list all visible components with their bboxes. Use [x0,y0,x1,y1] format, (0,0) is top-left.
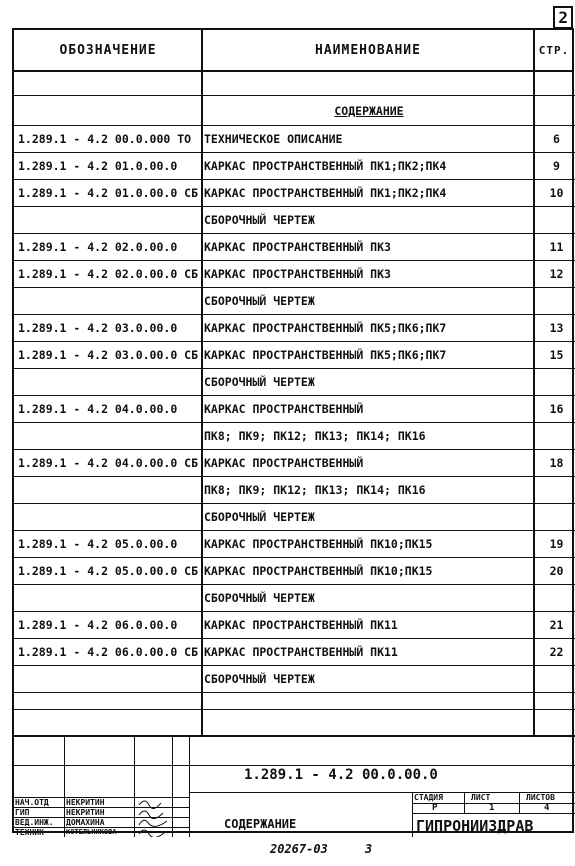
stage-label: СТАДИЯ [414,793,443,802]
row-page: 20 [549,564,564,578]
title-block [14,735,575,835]
staff-role: ТЕХНИК [15,828,44,837]
row-designation: 1.289.1 - 4.2 01.0.00.0 [18,159,178,173]
row-designation [18,666,198,692]
row-designation [18,369,198,395]
row-name: СБОРОЧНЫЙ ЧЕРТЕЖ [204,294,315,308]
row-name: ПК8; ПК9; ПК12; ПК13; ПК14; ПК16 [204,429,426,443]
row-name: КАРКАС ПРОСТРАНСТВЕННЫЙ ПК11 [204,645,398,659]
sheet-label: ЛИСТ [471,793,491,802]
row-designation: 1.289.1 - 4.2 04.0.00.0 [18,402,178,416]
table-row [14,477,575,504]
row-designation [18,423,198,449]
row-designation [18,288,198,314]
row-designation [18,504,198,530]
header-name: НАИМЕНОВАНИЕ [202,30,534,72]
row-page: 15 [549,348,564,362]
staff-name: НЕКРИТИН [66,798,105,807]
table-row [14,342,575,369]
table-row [14,423,575,450]
row-name: СБОРОЧНЫЙ ЧЕРТЕЖ [204,213,315,227]
staff-role: ВЕД.ИНЖ. [15,818,54,827]
row-page: 10 [549,186,564,200]
row-page: 12 [549,267,564,281]
row-page: 13 [549,321,564,335]
row-page [539,666,574,692]
row-designation: 1.289.1 - 4.2 05.0.00.0 [18,537,178,551]
row-page [539,288,574,314]
sheets-label: ЛИСТОВ [526,793,555,802]
row-page [539,477,574,503]
row-page: 16 [549,402,564,416]
row-designation: 1.289.1 - 4.2 05.0.00.0 СБ [18,564,198,578]
row-name: ПК8; ПК9; ПК12; ПК13; ПК14; ПК16 [204,483,426,497]
table-row [14,315,575,342]
table-row [14,450,575,477]
row-name: КАРКАС ПРОСТРАНСТВЕННЫЙ ПК11 [204,618,398,632]
archive-number: 20267-03 [270,842,328,856]
header-designation: ОБОЗНАЧЕНИЕ [14,30,202,72]
table-row [14,666,575,693]
table-row [14,531,575,558]
staff-role: НАЧ.ОТД [15,798,49,807]
row-name: КАРКАС ПРОСТРАНСТВЕННЫЙ ПК3 [204,240,391,254]
sheets-value: 4 [544,803,550,813]
row-name: КАРКАС ПРОСТРАНСТВЕННЫЙ [204,456,364,470]
row-designation [18,477,198,503]
row-page [539,369,574,395]
row-designation: 1.289.1 - 4.2 03.0.00.0 [18,321,178,335]
table-row [14,558,575,585]
row-page [539,207,574,233]
table-row [14,180,575,207]
document-title: СОДЕРЖАНИЕ [224,817,297,831]
header-page: СТР. [534,30,574,72]
empty-row [14,690,575,710]
row-name: КАРКАС ПРОСТРАНСТВЕННЫЙ ПК10;ПК15 [204,564,433,578]
staff-role: ГИП [15,808,30,817]
row-name: КАРКАС ПРОСТРАНСТВЕННЫЙ ПК5;ПК6;ПК7 [204,321,447,335]
signatures [136,797,172,837]
sheet-number: 2 [553,6,573,29]
table-row [14,612,575,639]
row-designation: 1.289.1 - 4.2 02.0.00.0 СБ [18,267,198,281]
row-designation: 1.289.1 - 4.2 02.0.00.0 [18,240,178,254]
empty-row [14,72,575,96]
row-page [539,423,574,449]
row-page: 22 [549,645,564,659]
table-row [14,234,575,261]
row-page: 19 [549,537,564,551]
row-name: КАРКАС ПРОСТРАНСТВЕННЫЙ [204,402,364,416]
staff-name: КОТЕЛЬНИКОВА [66,828,117,836]
row-name: КАРКАС ПРОСТРАНСТВЕННЫЙ ПК3 [204,267,391,281]
table-row [14,369,575,396]
row-name: СБОРОЧНЫЙ ЧЕРТЕЖ [204,375,315,389]
row-page: 18 [549,456,564,470]
row-designation [18,585,198,611]
table-row [14,288,575,315]
row-name: КАРКАС ПРОСТРАНСТВЕННЫЙ ПК10;ПК15 [204,537,433,551]
contents-table [12,28,574,837]
table-row [14,153,575,180]
contents-title-row [14,96,575,126]
row-name: СБОРОЧНЫЙ ЧЕРТЕЖ [204,591,315,605]
row-page: 11 [549,240,564,254]
row-designation: 1.289.1 - 4.2 04.0.00.0 СБ [18,456,198,470]
row-designation: 1.289.1 - 4.2 06.0.00.0 [18,618,178,632]
table-row [14,207,575,234]
row-name: ТЕХНИЧЕСКОЕ ОПИСАНИЕ [204,132,343,146]
row-page [539,504,574,530]
table-row [14,585,575,612]
row-name: КАРКАС ПРОСТРАНСТВЕННЫЙ ПК1;ПК2;ПК4 [204,159,447,173]
table-row [14,261,575,288]
row-page: 6 [553,132,560,146]
footer-page: 3 [365,842,373,856]
row-name: СБОРОЧНЫЙ ЧЕРТЕЖ [204,672,315,686]
organization: ГИПРОНИИЗДРАВ [416,817,534,835]
row-name: СБОРОЧНЫЙ ЧЕРТЕЖ [204,510,315,524]
table-row [14,396,575,423]
contents-title: СОДЕРЖАНИЕ [334,103,404,118]
row-page [539,585,574,611]
table-row [14,126,575,153]
row-name: КАРКАС ПРОСТРАНСТВЕННЫЙ ПК1;ПК2;ПК4 [204,186,447,200]
row-designation: 1.289.1 - 4.2 00.0.000 ТО [18,132,192,146]
row-designation: 1.289.1 - 4.2 01.0.00.0 СБ [18,186,198,200]
sheet-value: 1 [489,803,495,813]
row-page: 21 [549,618,564,632]
row-designation: 1.289.1 - 4.2 06.0.00.0 СБ [18,645,198,659]
staff-name: НЕКРИТИН [66,808,105,817]
row-name: КАРКАС ПРОСТРАНСТВЕННЫЙ ПК5;ПК6;ПК7 [204,348,447,362]
table-row [14,504,575,531]
row-page: 9 [553,159,560,173]
staff-name: ДОМАХИНА [66,818,105,827]
table-row [14,639,575,666]
row-designation: 1.289.1 - 4.2 03.0.00.0 СБ [18,348,198,362]
stage-value: Р [432,803,438,813]
document-code: 1.289.1 - 4.2 00.0.00.0 [244,767,438,783]
row-designation [18,207,198,233]
